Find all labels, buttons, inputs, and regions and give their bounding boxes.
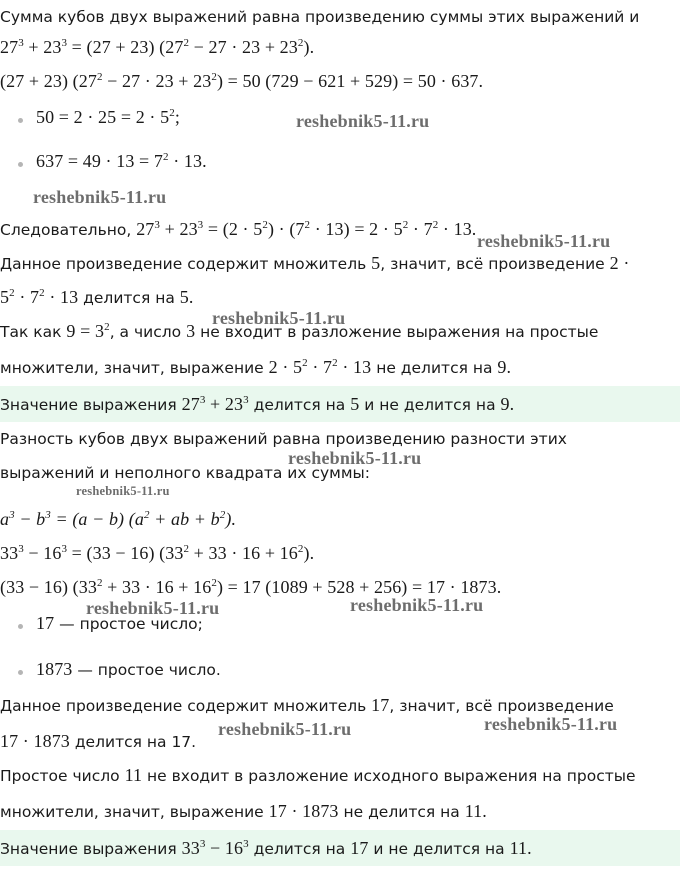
s2-intro-line-2: выражений и неполного квадрата их суммы: xyxy=(0,464,371,482)
s1-intro-line: Сумма кубов двух выражений равна произведению суммы этих выражений и xyxy=(0,8,640,26)
s1-conclusion-formula: $27^3 + 23^3 = (2 \cdot 5^2) \cdot (7^2 \cdot 13) = 2 \cdot 5^2 \cdot 7^2 \cdot 13$. xyxy=(136,219,477,239)
s2-answer-text-2: делится на xyxy=(253,840,346,858)
s2-answer-text: Значение выражения xyxy=(0,840,177,858)
s1-divisor: 5. xyxy=(179,287,194,307)
s1-answer-text-2: делится на xyxy=(253,396,346,414)
bullet-dot xyxy=(18,162,23,167)
s1-factor-value: 5 xyxy=(371,253,381,273)
s2-bullet-2 xyxy=(36,658,221,681)
s2-factor-value: 17 xyxy=(371,695,390,715)
s2-not-div-text-2: не делится на xyxy=(343,803,460,821)
s1-expansion-line: (27 + 23) $(27^2 - 27 \cdot 23 + 23^2) = 50$ (729 − 621 + 529) = 50 · 637. xyxy=(0,71,484,91)
s2-not-div-product: 17 · 1873 xyxy=(268,801,339,821)
s1-not-div-text: множители, значит, выражение xyxy=(0,359,264,377)
s2-formula-specific: $33^3 - 16^3 = (33 - 16) (33^2 + 33 \cdot 16 + 16^2)$. xyxy=(0,543,315,563)
watermark: reshebnik5-11.ru xyxy=(212,308,346,328)
s2-formula-general: $a^3 - b^3 = (a - b) (a^2$ + ab + $b^2$). xyxy=(0,509,237,529)
s2-prime-text: Простое число xyxy=(0,767,120,785)
s2-answer-value-1: 17 xyxy=(350,838,369,858)
s1-factor-text: Данное произведение содержит множитель xyxy=(0,255,367,273)
s2-eleven: 11 xyxy=(124,765,143,785)
s2-prime-text-2: не входит в разложение исходного выражения на простые xyxy=(147,767,636,785)
s2-bullet-1-text: — простое число; xyxy=(59,615,203,633)
s2-bullet-1-value: 17 xyxy=(36,613,55,633)
s1-answer xyxy=(0,393,514,416)
watermark: reshebnik5-11.ru xyxy=(484,714,618,734)
s2-divisible-line xyxy=(0,730,196,753)
s1-not-divisible-line xyxy=(0,356,511,379)
s1-factor-line xyxy=(0,252,629,275)
watermark: reshebnik5-11.ru xyxy=(86,598,220,618)
s1-answer-expr: $27^3 + 23^3$ xyxy=(181,394,249,414)
s1-conclusion-line xyxy=(0,218,476,241)
s1-factor-tail: 2 · xyxy=(609,253,630,273)
watermark: reshebnik5-11.ru xyxy=(76,484,170,498)
s1-since-text-3: не входит в разложение выражения на простые xyxy=(200,323,599,341)
bullet-dot xyxy=(18,118,23,123)
s2-not-div-value: 11. xyxy=(464,801,487,821)
s2-not-div-text: множители, значит, выражение xyxy=(0,803,264,821)
watermark: reshebnik5-11.ru xyxy=(288,448,422,468)
s1-answer-value-2: 9. xyxy=(500,394,515,414)
s1-answer-value-1: 5 xyxy=(350,394,360,414)
watermark: reshebnik5-11.ru xyxy=(477,231,611,251)
s2-answer-text-3: и не делится на xyxy=(373,840,505,858)
s1-since-text-2: , а число xyxy=(109,323,182,341)
s1-not-div-text-2: не делится на xyxy=(376,359,493,377)
s2-factor-text-2: , значит, всё произведение xyxy=(389,697,614,715)
s2-answer-value-2: 11. xyxy=(509,838,532,858)
s2-product: 17 · 1873 xyxy=(0,731,70,751)
s2-bullet-2-value: 1873 xyxy=(36,659,73,679)
s1-answer-text-3: и не делится на xyxy=(364,396,496,414)
watermark: reshebnik5-11.ru xyxy=(218,719,352,739)
s1-not-div-value: 9. xyxy=(497,357,512,377)
s1-bullet-1: $50 = 2 \cdot 25 = 2 \cdot 5^2$; xyxy=(36,107,180,127)
s2-divisible-text: делится на 17. xyxy=(74,733,197,751)
bullet-dot xyxy=(18,670,23,675)
s2-prime-line xyxy=(0,764,636,787)
s2-not-divisible-line xyxy=(0,800,487,823)
s1-not-div-product: $2 \cdot 5^2 \cdot 7^2 \cdot 13$ xyxy=(268,357,372,377)
s1-divisible-line xyxy=(0,286,193,309)
s2-factor-text: Данное произведение содержит множитель xyxy=(0,697,367,715)
s1-answer-text: Значение выражения xyxy=(0,396,177,414)
s1-product: $5^2 \cdot 7^2 \cdot 13$ xyxy=(0,287,79,307)
s1-divisible-text: делится на xyxy=(78,289,180,307)
s2-bullet-2-text: — простое число. xyxy=(77,661,221,679)
s2-answer xyxy=(0,837,532,860)
s2-intro-line-1: Разность кубов двух выражений равна произведению разности этих xyxy=(0,430,567,448)
s2-expansion-line: (33 − 16) $(33^2 + 33 \cdot 16 + 16^2) = 17$ (1089 + 528 + 256) = 17 · 1873. xyxy=(0,577,502,597)
s1-factor-text-2: , значит, всё произведение xyxy=(380,255,605,273)
s1-bullet-2: $637 = 49 \cdot 13 = 7^2 \cdot 13$. xyxy=(36,151,207,171)
s1-three: 3 xyxy=(186,321,196,341)
watermark: reshebnik5-11.ru xyxy=(296,111,430,131)
s1-nine-eq: $9 = 3^2$ xyxy=(66,321,110,341)
s2-answer-expr: $33^3 - 16^3$ xyxy=(181,838,249,858)
s1-formula-line: $27^3 + 23^3 = (27 + 23) (27^2 - 27 \cdot 23 + 23^2)$. xyxy=(0,37,315,57)
watermark: reshebnik5-11.ru xyxy=(350,595,484,615)
watermark: reshebnik5-11.ru xyxy=(33,187,167,207)
s1-conclusion-text: Следовательно, xyxy=(0,221,132,239)
s1-since-text: Так как xyxy=(0,323,62,341)
bullet-dot xyxy=(18,624,23,629)
